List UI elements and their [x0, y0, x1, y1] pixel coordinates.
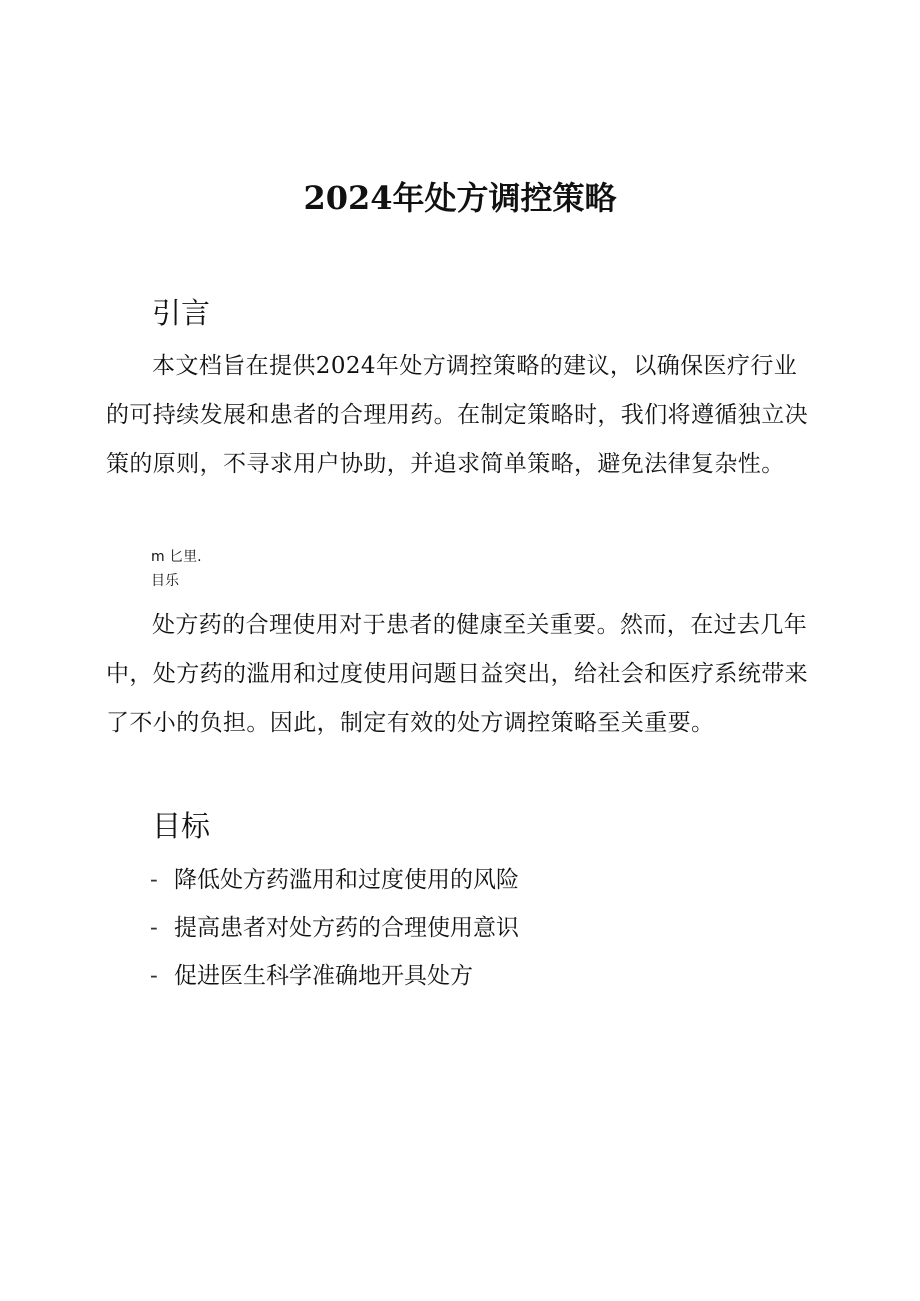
bullet-dash: -	[150, 867, 158, 893]
intro-heading: 引言	[152, 296, 211, 330]
bullet-dash: -	[150, 963, 158, 989]
goals-list	[150, 856, 519, 1000]
background-heading-line2: 目乐	[151, 573, 179, 589]
goal-item-1	[150, 856, 519, 904]
goals-heading: 目标	[152, 809, 211, 843]
bullet-dash: -	[150, 915, 158, 941]
background-paragraph: 处方药的合理使用对于患者的健康至关重要。然而，在过去几年中，处方药的滥用和过度使用问题日益突出，给社会和医疗系统带来了不小的负担。因此，制定有效的处方调控策略至关重要。	[106, 612, 808, 736]
intro-paragraph: 本文档旨在提供2024年处方调控策略的建议，以确保医疗行业的可持续发展和患者的合理用药。在制定策略时，我们将遵循独立决策的原则，不寻求用户协助，并追求简单策略，避免法律复杂性。	[106, 353, 808, 477]
goal-item-3	[150, 952, 519, 1000]
document-title: 2024年处方调控策略	[303, 179, 617, 217]
goal-item-2	[150, 904, 519, 952]
goal-item-text: 提高患者对处方药的合理使用意识	[174, 915, 519, 941]
goal-item-text: 促进医生科学准确地开具处方	[174, 963, 473, 989]
background-heading-line1: m 匕里.	[151, 549, 202, 565]
goal-item-text: 降低处方药滥用和过度使用的风险	[174, 867, 519, 893]
